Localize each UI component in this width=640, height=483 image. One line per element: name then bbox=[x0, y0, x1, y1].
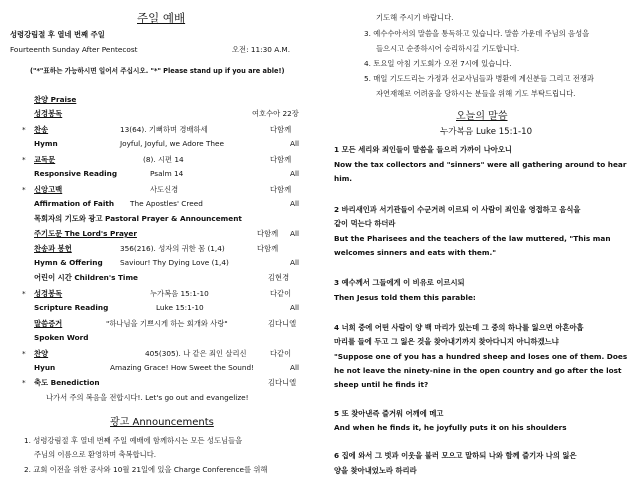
reading-label: 성경봉독 bbox=[34, 109, 63, 118]
star-marker: * bbox=[22, 185, 26, 194]
verse-english: sheep until he finds it? bbox=[334, 380, 429, 389]
reading-ref: 여호수아 22장 bbox=[252, 109, 299, 118]
hymn-label-en: Hymn bbox=[34, 139, 58, 148]
todays-word-title: 오늘의 말씀 bbox=[456, 111, 508, 122]
sermon-preacher: 김다니엘 bbox=[268, 319, 297, 328]
scripture-reference: 누가복음 Luke 15:1-10 bbox=[440, 127, 533, 137]
offering-leader-en: All bbox=[290, 258, 300, 267]
scripture-leader-en: All bbox=[290, 303, 300, 312]
scripture-label-en: Scripture Reading bbox=[34, 303, 109, 312]
announcement-line: 들으시고 순종하시어 승리하시길 기도합니다. bbox=[376, 44, 520, 53]
closing-hymn-title: 405(305). 나 같은 죄인 살리신 bbox=[145, 349, 247, 358]
verse-english: But the Pharisees and the teachers of the law muttered, "This man bbox=[334, 234, 611, 243]
sermon-label: 말씀증거 bbox=[34, 319, 63, 328]
benediction-leader: 김다니엘 bbox=[268, 378, 297, 387]
scripture-ref: 누가복음 15:1-10 bbox=[150, 289, 209, 298]
offering-hymn: 356(216). 성자의 귀한 몸 (1,4) bbox=[120, 244, 225, 253]
star-marker: * bbox=[22, 378, 26, 387]
english-subtitle: Fourteenth Sunday After Pentecost bbox=[10, 45, 138, 54]
scripture-leader: 다같이 bbox=[270, 289, 292, 298]
verse-english: And when he finds it, he joyfully puts it on his shoulders bbox=[334, 423, 567, 432]
closing-hymn-label: 찬양 bbox=[34, 349, 49, 358]
announcement-line: 자연재해로 어려움을 당하시는 분들을 위해 기도 부탁드립니다. bbox=[376, 89, 576, 98]
star-marker: * bbox=[22, 155, 26, 164]
benediction-label: 축도 Benediction bbox=[34, 378, 100, 387]
responsive-leader-en: All bbox=[290, 169, 300, 178]
creed-label: 신앙고백 bbox=[34, 185, 63, 194]
offering-label: 찬송과 봉헌 bbox=[34, 244, 72, 253]
praise-label: 찬양 Praise bbox=[34, 95, 77, 104]
verse-korean: 1 모든 세리와 죄인들이 말씀을 들으러 가까이 나아오니 bbox=[334, 145, 512, 154]
verse-english: he not leave the ninety-nine in the open country and go after the lost bbox=[334, 366, 622, 375]
announcement-line: 4. 토요일 아침 기도회가 오전 7시에 있습니다. bbox=[364, 59, 512, 68]
verse-korean: 5 또 찾아낸즉 즐거워 어깨에 메고 bbox=[334, 409, 444, 418]
lords-prayer-leader: 다함께 bbox=[257, 229, 279, 238]
announcement-line: 2. 교회 이전을 위한 공사와 10월 21일에 있을 Charge Conference를 위해 bbox=[24, 465, 268, 474]
announcements-title: 광고 Announcements bbox=[110, 417, 214, 428]
creed-title-en: The Apostles' Creed bbox=[130, 199, 203, 208]
announcement-line: 1. 성령강림절 후 열네 번째 주일 예배에 함께하시는 모든 성도님들을 bbox=[24, 436, 243, 445]
verse-korean: 2 바리새인과 서기관들이 수군거려 이르되 이 사람이 죄인을 영접하고 음식을 bbox=[334, 205, 581, 214]
hymn-title: 13(64). 기뻐하며 경배하세 bbox=[120, 125, 208, 134]
responsive-leader: 다함께 bbox=[270, 155, 292, 164]
hymn-leader-en: All bbox=[290, 139, 300, 148]
verse-korean: 4 너희 중에 어떤 사람이 양 백 마리가 있는데 그 중의 하나를 잃으면 아흔아홉 bbox=[334, 323, 584, 332]
offering-label-en: Hymn & Offering bbox=[34, 258, 103, 267]
responsive-label: 교독문 bbox=[34, 155, 56, 164]
korean-subtitle: 성령강림절 후 열네 번째 주일 bbox=[10, 30, 105, 39]
lords-prayer-leader-en: All bbox=[290, 229, 300, 238]
hymn-title-en: Joyful, Joyful, we Adore Thee bbox=[120, 139, 225, 148]
childrens-time-label: 어린이 시간 Children's Time bbox=[34, 273, 138, 282]
creed-title: 사도신경 bbox=[150, 185, 179, 194]
responsive-ref-en: Psalm 14 bbox=[150, 169, 184, 178]
verse-english: welcomes sinners and eats with them." bbox=[334, 248, 497, 257]
announcement-line: 3. 예수수아서의 말씀을 통독하고 있습니다. 말씀 가운데 주님의 음성을 bbox=[364, 29, 590, 38]
closing-hymn-title-en: Amazing Grace! How Sweet the Sound! bbox=[110, 363, 255, 372]
scripture-ref-en: Luke 15:1-10 bbox=[156, 303, 204, 312]
responsive-ref: (8). 시편 14 bbox=[143, 155, 184, 164]
creed-leader: 다함께 bbox=[270, 185, 292, 194]
lords-prayer-label: 주기도문 The Lord's Prayer bbox=[34, 229, 137, 238]
announcements-and-scripture-column bbox=[320, 0, 640, 483]
responsive-label-en: Responsive Reading bbox=[34, 169, 118, 178]
pastoral-prayer-label: 목회자의 기도와 광고 Pastoral Prayer & Announcement bbox=[34, 214, 242, 223]
verse-english: him. bbox=[334, 174, 353, 183]
star-marker: * bbox=[22, 125, 26, 134]
verse-korean: 같이 먹는다 하더라 bbox=[334, 219, 396, 228]
sermon-label-en: Spoken Word bbox=[34, 333, 89, 342]
star-marker: * bbox=[22, 289, 26, 298]
service-time: 오전: 11:30 A.M. bbox=[232, 45, 291, 54]
sermon-title: "하나님을 기쁘시게 하는 회개와 사랑" bbox=[106, 319, 228, 328]
closing-hymn-label-en: Hyun bbox=[34, 363, 56, 372]
verse-english: Then Jesus told them this parable: bbox=[334, 293, 476, 302]
verse-korean: 6 집에 와서 그 벗과 이웃을 불러 모으고 말하되 나와 함께 즐기자 나의 잃은 bbox=[334, 451, 577, 460]
announcement-line: 주님의 이름으로 환영하며 축복합니다. bbox=[34, 450, 157, 459]
verse-korean: 마리를 들에 두고 그 잃은 것을 찾아내기까지 찾아다니지 아니하겠느냐 bbox=[334, 337, 559, 346]
scripture-label: 성경봉독 bbox=[34, 289, 63, 298]
offering-hymn-en: Saviour! Thy Dying Love (1,4) bbox=[120, 258, 229, 267]
verse-korean: 3 예수께서 그들에게 이 비유로 이르시되 bbox=[334, 278, 465, 287]
creed-label-en: Affirmation of Faith bbox=[34, 199, 115, 208]
announcement-line: 기도해 주시기 바랍니다. bbox=[376, 13, 454, 22]
stand-note: ("*"표하는 가능하시면 일어서 주십시오. "*" Please stand up if you are able!) bbox=[30, 67, 285, 75]
offering-leader: 다함께 bbox=[257, 244, 279, 253]
closing-hymn-leader-en: All bbox=[290, 363, 300, 372]
announcement-line: 5. 매일 기도드리는 가정과 선교사님들과 병환에 계신분들 그리고 전쟁과 bbox=[364, 74, 594, 83]
hymn-leader: 다함께 bbox=[270, 125, 292, 134]
verse-english: "Suppose one of you has a hundred sheep and loses one of them. Does bbox=[334, 352, 628, 361]
verse-english: Now the tax collectors and "sinners" were all gathering around to hear bbox=[334, 160, 627, 169]
star-marker: * bbox=[22, 349, 26, 358]
closing-hymn-leader: 다같이 bbox=[270, 349, 292, 358]
verse-korean: 양을 찾아내었노라 하리라 bbox=[334, 466, 417, 475]
creed-leader-en: All bbox=[290, 199, 300, 208]
closing-sentence: 나가서 주의 복음을 전합시다!. Let's go out and evangelize! bbox=[46, 393, 249, 402]
childrens-time-leader: 김현경 bbox=[268, 273, 290, 282]
hymn-label: 찬송 bbox=[34, 125, 49, 134]
worship-title: 주일 예배 bbox=[137, 11, 186, 25]
